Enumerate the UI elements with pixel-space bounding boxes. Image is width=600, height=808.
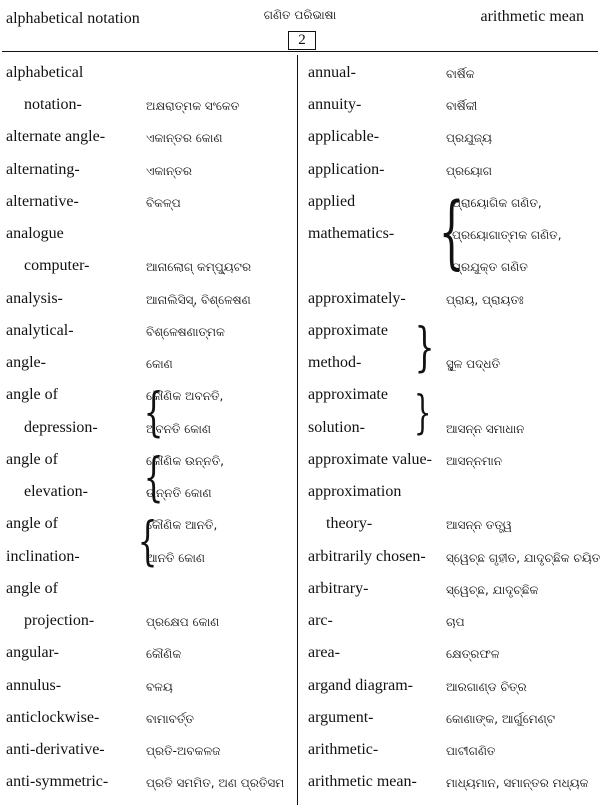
entry-term: applicable- [308, 128, 380, 145]
dictionary-entry [0, 64, 600, 96]
entry-term: arithmetic- [308, 741, 379, 758]
entry-translation: ଆନାଲିସିସ୍, ବିଶ୍ଳେଷଣ [146, 293, 251, 307]
entry-term: annual- [308, 64, 356, 81]
entry-term: alphabetical [6, 64, 84, 81]
entry-term: angle of [6, 580, 58, 597]
entry-term: anti-symmetric- [6, 773, 109, 790]
entry-term: argand diagram- [308, 677, 413, 694]
header-book-title: ଗଣିତ ପରିଭାଷା [263, 8, 337, 22]
entry-term: argument- [308, 709, 374, 726]
entry-term: area- [308, 644, 340, 661]
entry-term: applied [308, 193, 356, 210]
entry-translation: କୋଣ [146, 357, 173, 371]
brace-approximate-solution: } [413, 385, 432, 439]
entry-translation: ଚାପ [446, 615, 465, 629]
entry-term: anti-derivative- [6, 741, 105, 758]
entry-translation: ପାଟୀଗଣିତ [446, 744, 496, 758]
entry-translation: କୌଣିକ ଆନତି, [146, 518, 218, 532]
entry-term: analysis- [6, 290, 63, 307]
entry-translation: ପ୍ରଯୁକ୍ତ ଗଣିତ [452, 260, 528, 274]
entry-translation: ପ୍ରତି-ଅବକଳଜ [146, 744, 221, 758]
header-rule [2, 51, 598, 52]
entry-term: approximate value- [308, 451, 432, 468]
dictionary-entry [0, 451, 600, 483]
entry-term: projection- [24, 612, 95, 629]
entry-translation: ପ୍ରଯୁଜ୍ୟ [446, 131, 492, 145]
dictionary-entry [0, 290, 600, 322]
brace-angle-of-elevation: { [143, 448, 164, 508]
dictionary-entry [0, 483, 600, 515]
entry-term: angular- [6, 644, 59, 661]
entry-term: arbitrary- [308, 580, 369, 597]
dictionary-entry [0, 128, 600, 160]
entry-translation: କୌଣିକ ଉନ୍ନତି, [146, 454, 224, 468]
entry-translation: ବାର୍ଷିକୀ [446, 99, 478, 113]
dictionary-entry [0, 580, 600, 612]
dictionary-entry [0, 225, 600, 257]
entry-term: theory- [326, 515, 373, 532]
dictionary-entry [0, 741, 600, 773]
entry-translation: ବଳୟ [146, 680, 173, 694]
dictionary-entry [0, 709, 600, 741]
entry-translation: ପ୍ରୟୋଗାତ୍ମକ ଗଣିତ, [452, 228, 562, 242]
dictionary-entry [0, 257, 600, 289]
dictionary-entry [0, 386, 600, 418]
brace-angle-of-inclination: { [137, 512, 158, 572]
entry-term: method- [308, 354, 362, 371]
entry-term: notation- [24, 96, 82, 113]
entry-translation: ଏକାନ୍ତର [146, 164, 192, 178]
entry-translation: ସ୍ଥୂଳ ପଦ୍ଧତି [446, 357, 501, 371]
entry-translation: ଅକ୍ଷରାତ୍ମକ ସଂକେତ [146, 99, 240, 113]
entry-term: angle of [6, 386, 58, 403]
header-left-term: alphabetical notation [6, 10, 140, 27]
dictionary-entry [0, 161, 600, 193]
entry-term: angle- [6, 354, 46, 371]
entry-term: elevation- [24, 483, 88, 500]
entry-term: angle of [6, 451, 58, 468]
entry-term: annuity- [308, 96, 362, 113]
entry-term: approximately- [308, 290, 406, 307]
entry-translation: ପ୍ରାୟ, ପ୍ରାୟତଃ [446, 293, 524, 307]
entry-translation: କୋଣାଙ୍କ, ଆର୍ଗୁମେଣ୍ଟ [446, 712, 556, 726]
entry-term: angle of [6, 515, 58, 532]
entry-translation: ପ୍ରାୟୋଗିକ ଗଣିତ, [452, 196, 542, 210]
entry-term: analytical- [6, 322, 74, 339]
entry-term: approximate [308, 386, 388, 403]
entry-term: analogue [6, 225, 64, 242]
dictionary-entry [0, 548, 600, 580]
entry-translation: ବିଶ୍ଳେଷଣାତ୍ମକ [146, 325, 225, 339]
entry-translation: ସ୍ୱେଚ୍ଛ ଗୃହୀତ, ଯାଦୃଚ୍ଛିକ ଚୟିତ [446, 551, 600, 565]
dictionary-entry [0, 612, 600, 644]
entry-term: solution- [308, 419, 365, 436]
entry-term: arbitrarily chosen- [308, 548, 426, 565]
entry-translation: ଏକାନ୍ତର କୋଣ [146, 131, 223, 145]
dictionary-entry [0, 644, 600, 676]
entry-translation: ପ୍ରୟୋଗ [446, 164, 492, 178]
entry-term: depression- [24, 419, 98, 436]
brace-applied-mathematics: { [438, 185, 465, 278]
page-number: 2 [288, 31, 316, 50]
dictionary-entry [0, 96, 600, 128]
dictionary-entry [0, 773, 600, 805]
entry-translation: ବାର୍ଷିକ [446, 67, 475, 81]
entry-term: computer- [24, 257, 90, 274]
entry-term: alternative- [6, 193, 79, 210]
entry-translation: ଉନ୍ନତି କୋଣ [146, 486, 212, 500]
entry-term: application- [308, 161, 385, 178]
entry-term: approximation [308, 483, 402, 500]
entry-translation: ପ୍ରତି ସମମିତ, ଅଣ ପ୍ରତିସମ [146, 776, 285, 790]
entry-translation: ଆରଗାଣ୍ଡ ଚିତ୍ର [446, 680, 527, 694]
entry-translation: ଆସନ୍ନ ତତ୍ତ୍ୱ [446, 518, 512, 532]
entry-term: approximate [308, 322, 388, 339]
dictionary-entry [0, 677, 600, 709]
entry-translation: କୌଣିକ [146, 647, 182, 661]
dictionary-entry [0, 419, 600, 451]
entry-translation: ସ୍ୱେଚ୍ଛ, ଯାଦୃଚ୍ଛିକ [446, 583, 539, 597]
entry-term: alternating- [6, 161, 80, 178]
entry-translation: ବାମାବର୍ତ୍ତ [146, 712, 194, 726]
entry-translation: ଆସନ୍ନମାନ [446, 454, 502, 468]
dictionary-entry [0, 322, 600, 354]
entry-translation: ଆନତି କୋଣ [146, 551, 205, 565]
entry-term: alternate angle- [6, 128, 106, 145]
entry-translation: କୌଣିକ ଅବନତି, [146, 389, 224, 403]
entry-translation: ମାଧ୍ୟମାନ, ସମାନ୍ତର ମଧ୍ୟକ [446, 776, 589, 790]
entry-term: arithmetic mean- [308, 773, 417, 790]
brace-angle-of-depression: { [143, 383, 164, 443]
header-right-term: arithmetic mean [480, 8, 584, 25]
entry-translation: କ୍ଷେତ୍ରଫଳ [446, 647, 500, 661]
entry-term: anticlockwise- [6, 709, 100, 726]
entry-term: annulus- [6, 677, 62, 694]
brace-approximate-method: } [414, 318, 435, 378]
dictionary-entry [0, 354, 600, 386]
entry-translation: ବିକଳ୍ପ [146, 196, 181, 210]
entry-translation: ପ୍ରକ୍ଷେପ କୋଣ [146, 615, 220, 629]
entry-translation: ଆନାଲୋଗ୍ କମ୍ପ୍ୟୁଟର [146, 260, 252, 274]
dictionary-entry [0, 515, 600, 547]
entry-translation: ଅବନତି କୋଣ [146, 422, 211, 436]
entry-term: arc- [308, 612, 333, 629]
entry-translation: ଆସନ୍ନ ସମାଧାନ [446, 422, 525, 436]
dictionary-entry [0, 193, 600, 225]
entry-term: inclination- [6, 548, 80, 565]
entry-term: mathematics- [308, 225, 395, 242]
